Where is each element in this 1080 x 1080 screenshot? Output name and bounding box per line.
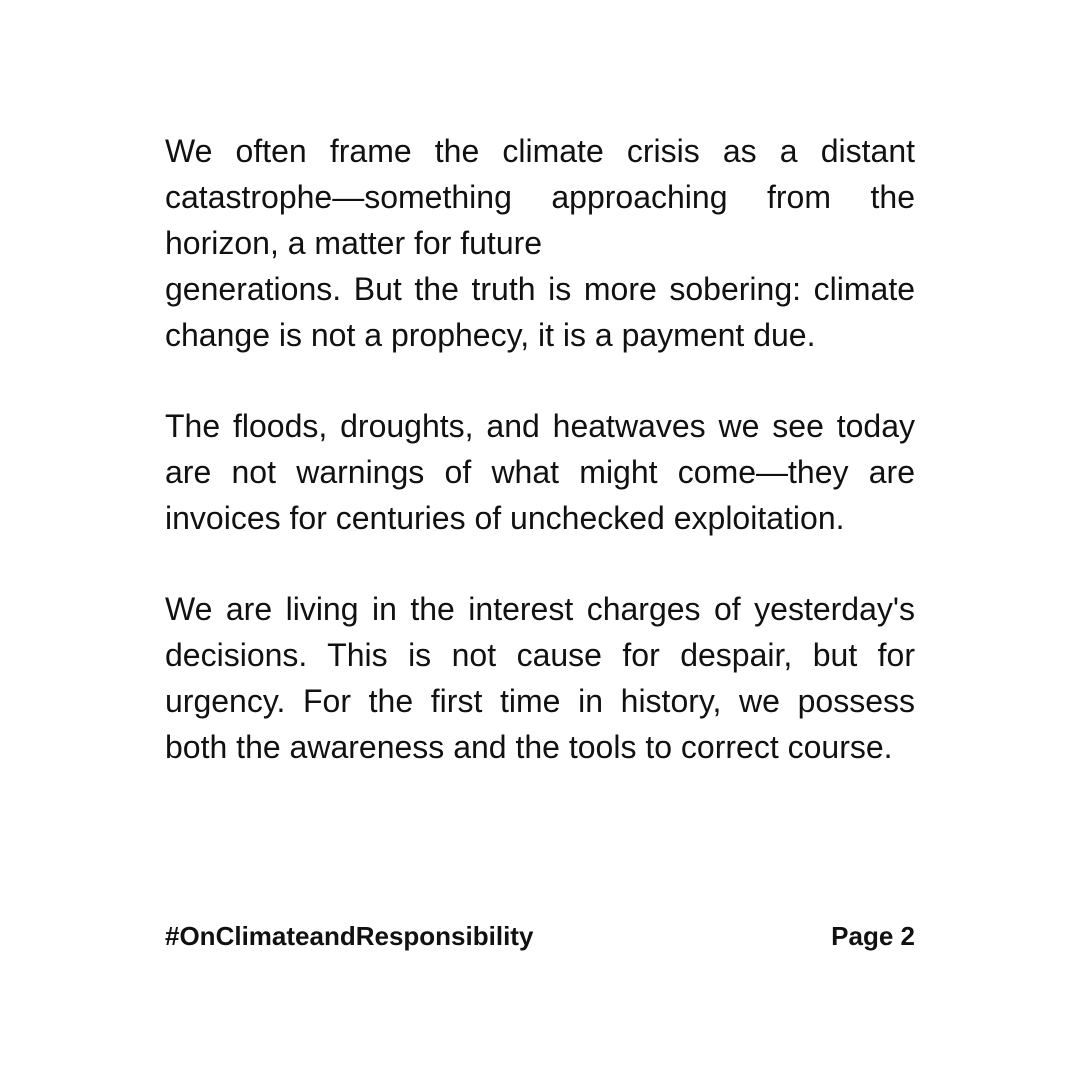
paragraph-3: We are living in the interest charges of yesterday's decisions. This is not cause for despair, but for urgency. For the first time in history, we possess both the awareness and the tools to correct course.: [165, 591, 915, 765]
page-number: Page 2: [831, 921, 915, 951]
paragraph-1-line-2: generations. But the truth is more sobering: climate change is not a prophecy, it is a payment due.: [165, 271, 915, 353]
hashtag-label: #OnClimateandResponsibility: [165, 921, 534, 951]
document-body: [165, 128, 915, 770]
paragraph-1: [165, 128, 915, 358]
page-footer: [165, 918, 915, 954]
paragraph-2: The floods, droughts, and heatwaves we see today are not warnings of what might come—they are invoices for centuries of unchecked exploitation.: [165, 408, 915, 536]
paragraph-1-line-1: We often frame the climate crisis as a distant catastrophe—something approaching from the horizon, a matter for future: [165, 133, 915, 261]
